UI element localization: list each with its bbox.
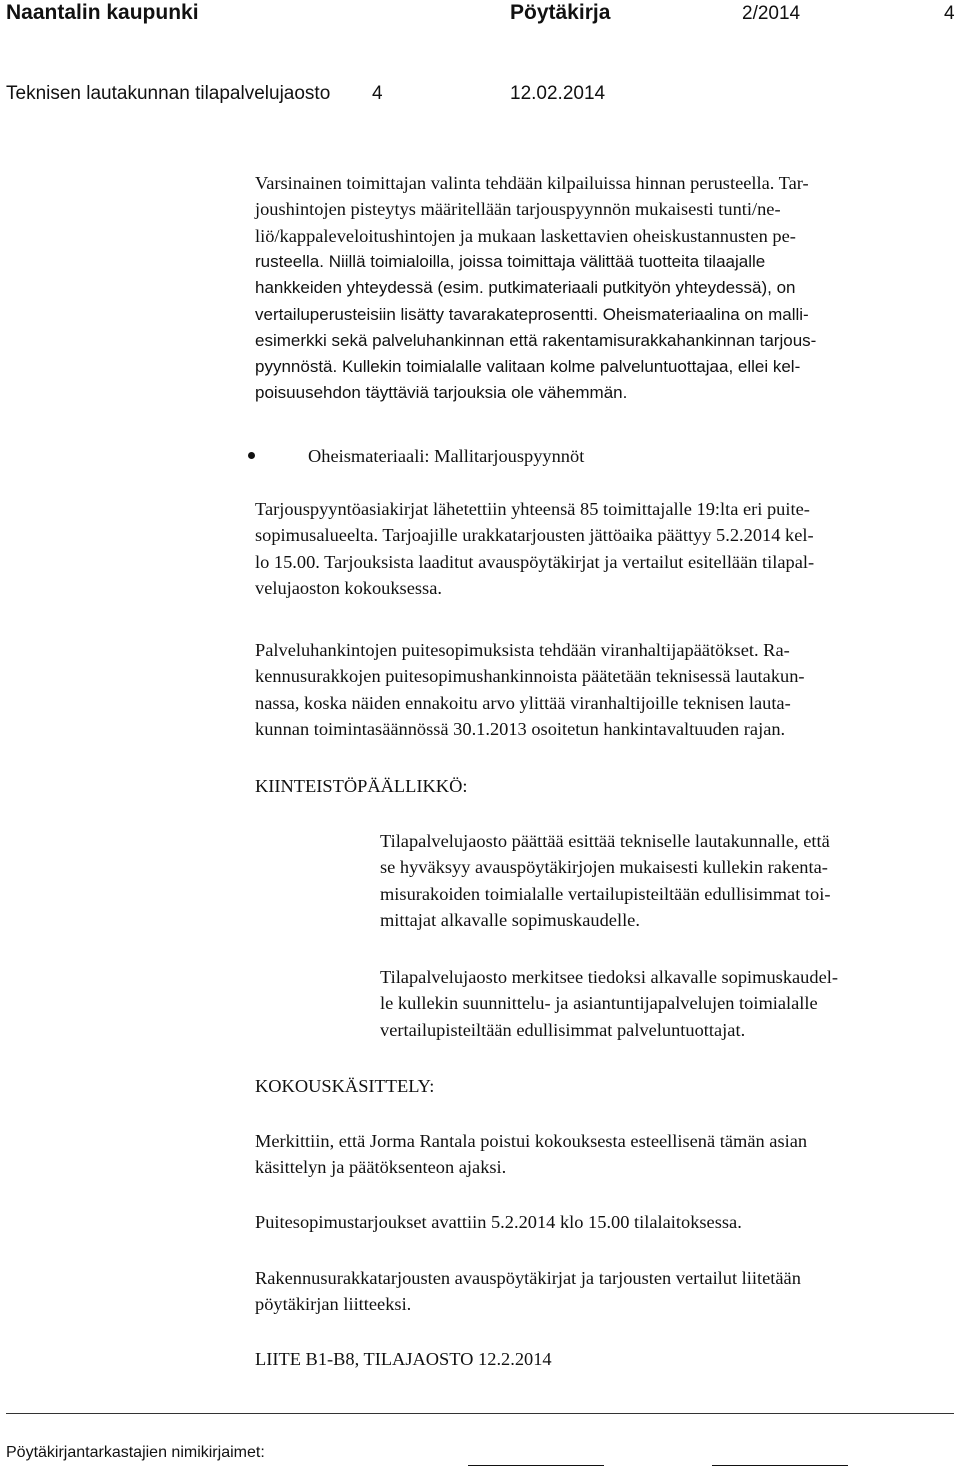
signature-line-2 bbox=[712, 1465, 848, 1466]
attachment-reference: LIITE B1-B8, TILAJAOSTO 12.2.2014 bbox=[255, 1349, 552, 1369]
proposal-paragraph-2 bbox=[380, 964, 945, 1043]
text-line: poisuusehdon täyttäviä tarjouksia ole vähemmän. bbox=[255, 383, 628, 403]
paragraph-tender-opening: Puitesopimustarjoukset avattiin 5.2.2014 klo 15.00 tilalaitoksessa. bbox=[255, 1212, 742, 1232]
paragraph-attachments bbox=[255, 1265, 945, 1318]
text-line: Merkittiin, että Jorma Rantala poistui kokouksesta esteellisenä tämän asian bbox=[255, 1131, 808, 1151]
text-line: joushintojen pisteytys määritellään tarjouspyynnön mukaisesti tunti/ne- bbox=[255, 199, 781, 220]
text-line: le kullekin suunnittelu- ja asiantuntijapalvelujen toimialalle bbox=[380, 993, 818, 1014]
text-line: pöytäkirjan liitteeksi. bbox=[255, 1294, 412, 1315]
text-line: lo 15.00. Tarjouksista laaditut avauspöytäkirjat ja vertailut esitellään tilapal- bbox=[255, 551, 815, 572]
text-line: Rakennusurakkatarjousten avauspöytäkirjat ja tarjousten vertailut liitetään bbox=[255, 1268, 801, 1288]
text-line: liö/kappaleveloitushintojen ja mukaan laskettavien oheiskustannusten pe- bbox=[255, 225, 796, 246]
text-line: Palveluhankintojen puitesopimuksista tehdään viranhaltijapäätökset. Ra- bbox=[255, 640, 790, 660]
text-line: käsittelyn ja päätöksenteon ajaksi. bbox=[255, 1157, 507, 1178]
page-number: 4 bbox=[944, 3, 955, 24]
text-line: velujaoston kokouksessa. bbox=[255, 577, 442, 598]
text-line: rusteella. Niillä toimialoilla, joissa toimittaja välittää tuotteita tilaajalle bbox=[255, 252, 766, 271]
text-line: Tarjouspyyntöasiakirjat lähetettiin yhteensä 85 toimittajalle 19:lta eri puite- bbox=[255, 499, 810, 519]
text-line: misurakoiden toimialalle vertailupisteiltään edullisimmat toi- bbox=[380, 883, 831, 904]
text-line: nassa, koska näiden ennakoitu arvo ylittää viranhaltijoille teknisen lauta- bbox=[255, 692, 791, 713]
heading-meeting-proceedings: KOKOUSKÄSITTELY: bbox=[255, 1076, 435, 1096]
text-line: kennusurakkojen puitesopimushankinnoista päätetään teknisessä lautakun- bbox=[255, 666, 805, 687]
footer-initials-label: Pöytäkirjantarkastajien nimikirjaimet: bbox=[6, 1444, 265, 1461]
paragraph-tender-documents bbox=[255, 496, 945, 601]
document-type: Pöytäkirja bbox=[510, 1, 611, 24]
meeting-date: 12.02.2014 bbox=[510, 83, 606, 104]
text-line: se hyväksyy avauspöytäkirjojen mukaisesti kullekin rakenta- bbox=[380, 857, 828, 878]
text-line: hankkeiden yhteydessä (esim. putkimateriaali putkityön yhteydessä), on bbox=[255, 278, 796, 298]
section-number: 4 bbox=[372, 83, 383, 104]
paragraph-disqualification bbox=[255, 1128, 945, 1181]
signature-line-1 bbox=[468, 1465, 604, 1466]
bullet-icon bbox=[248, 452, 255, 459]
text-line: Tilapalvelujaosto merkitsee tiedoksi alkavalle sopimuskaudel- bbox=[380, 967, 838, 987]
paragraph-selection-criteria-cont bbox=[255, 249, 945, 407]
text-line: vertailuperusteisiin lisätty tavarakateprosentti. Oheismateriaalina on malli- bbox=[255, 304, 809, 324]
text-line: kunnan toimintasäännössä 30.1.2013 osoitetun hankintavaltuuden rajan. bbox=[255, 718, 786, 739]
text-line: Varsinainen toimittajan valinta tehdään kilpailuissa hinnan perusteella. Tar- bbox=[255, 173, 809, 193]
footer-divider bbox=[6, 1413, 954, 1414]
text-line: esimerkki sekä palveluhankinnan että rakentamisurakkahankinnan tarjous- bbox=[255, 330, 817, 350]
paragraph-decisions bbox=[255, 637, 945, 742]
text-line: pyynnöstä. Kullekin toimialalle valitaan kolme palveluntuottajaa, ellei kel- bbox=[255, 357, 801, 377]
document-number: 2/2014 bbox=[742, 3, 801, 24]
organization-name: Naantalin kaupunki bbox=[6, 1, 199, 24]
text-line: vertailupisteiltään edullisimmat palveluntuottajat. bbox=[380, 1019, 746, 1040]
board-name: Teknisen lautakunnan tilapalvelujaosto bbox=[6, 83, 331, 104]
text-line: Tilapalvelujaosto päättää esittää tekniselle lautakunnalle, että bbox=[380, 831, 830, 851]
paragraph-selection-criteria bbox=[255, 170, 945, 249]
bullet-attachment: Oheismateriaali: Mallitarjouspyynnöt bbox=[308, 446, 585, 466]
text-line: sopimusalueelta. Tarjoajille urakkatarjousten jättöaika päättyy 5.2.2014 kel- bbox=[255, 525, 814, 546]
heading-property-manager: KIINTEISTÖPÄÄLLIKKÖ: bbox=[255, 776, 468, 796]
text-line: mittajat alkavalle sopimuskaudelle. bbox=[380, 909, 640, 930]
proposal-paragraph-1 bbox=[380, 828, 945, 933]
